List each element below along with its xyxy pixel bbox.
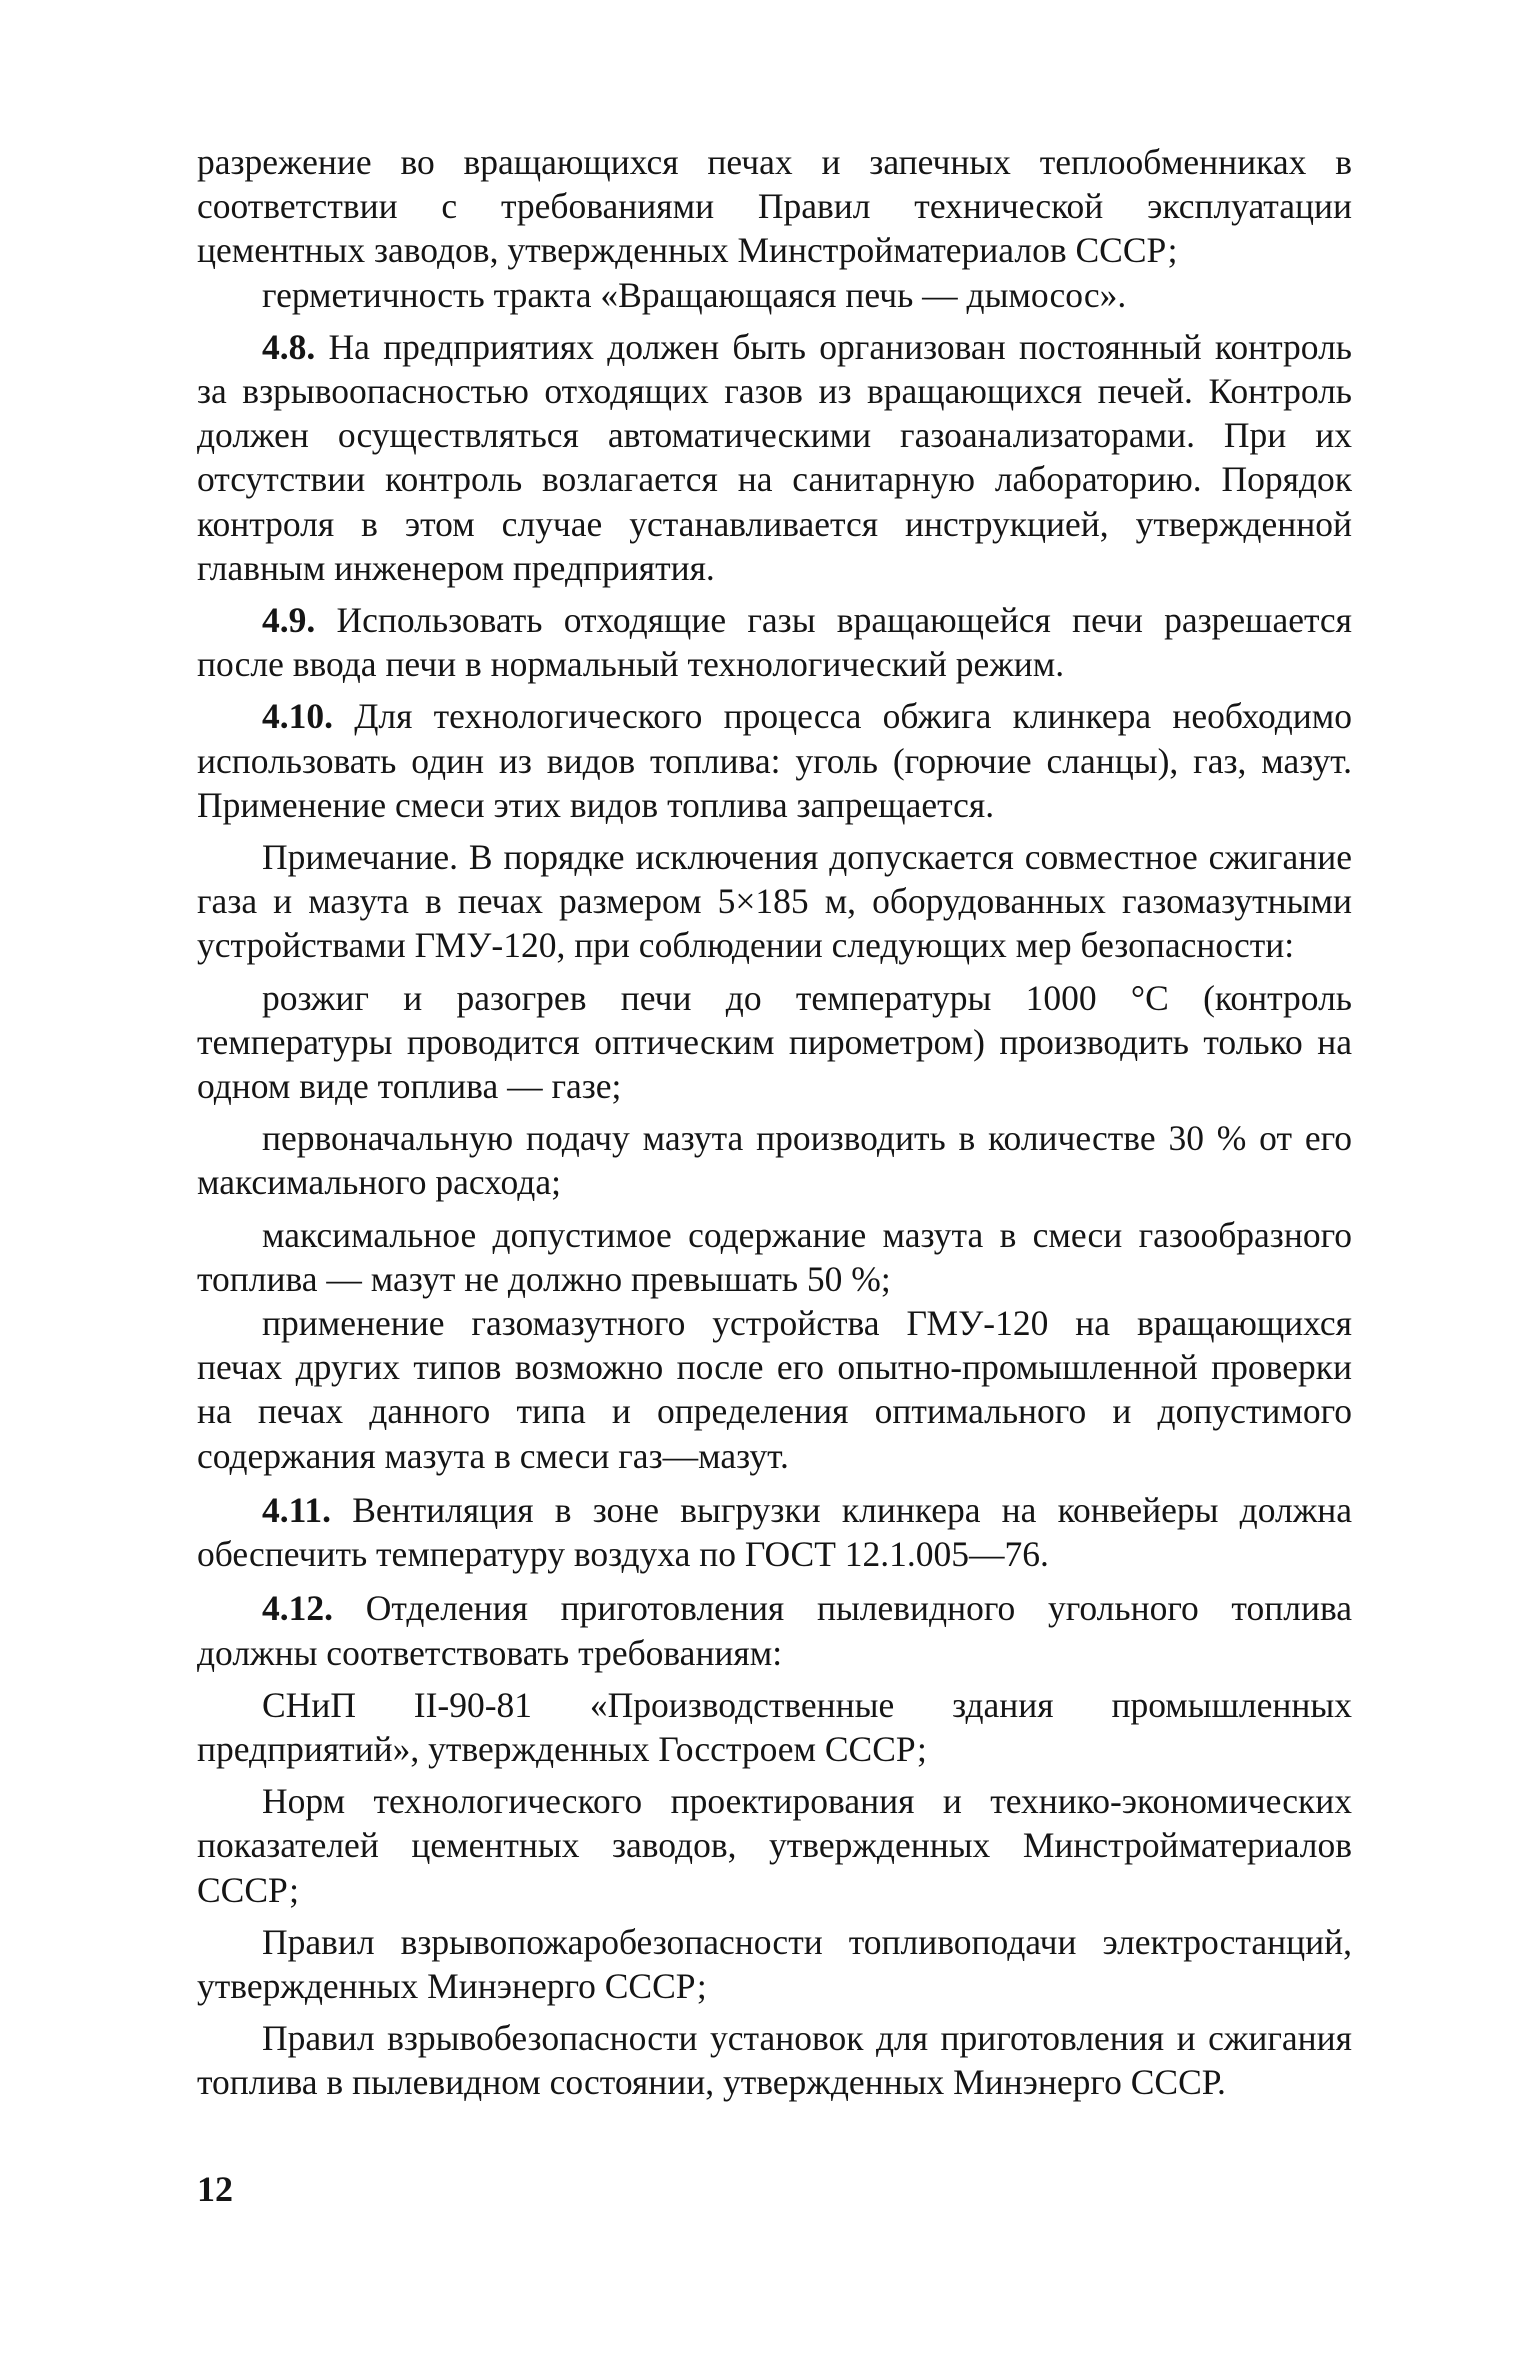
paragraph-text: Примечание. В порядке исключения допускается совместное сжигание газа и мазута в печах размером 5×185 м, оборудованных газомазутными устройствами ГМУ-120, при соблюдении следующих мер безопасности: [197,837,1352,966]
clause-number: 4.10. [262,696,333,737]
paragraph-text: Правил взрывопожаробезопасности топливоподачи электростанций, утвержденных Минэнерго СССР; [197,1921,1352,2006]
list-item [197,1920,1352,2008]
paragraph-text: Правил взрывобезопасности установок для приготовления и сжигания топлива в пылевидном состоянии, утвержденных Минэнерго СССР. [197,2018,1352,2103]
list-item [197,1683,1352,1771]
paragraph-text: На предприятиях должен быть организован постоянный контроль за взрывоопасностью отходящих газов из вращающихся печей. Контроль должен осуществляться автоматическими газоанализаторами. При их отсутствии контроль возлагается на санитарную лабораторию. Порядок контроля в этом случае устанавливается инструкцией, утвержденной главным инженером предприятия. [197,326,1352,588]
paragraph-text: применение газомазутного устройства ГМУ-120 на вращающихся печах других типов возможно после его опытно-промышленной проверки на печах данного типа и определения оптимального и допустимого содержания мазута в смеси газ—мазут. [197,1303,1352,1476]
note-paragraph [197,835,1352,968]
paragraph-text: Использовать отходящие газы вращающейся печи разрешается после ввода печи в нормальный технологический режим. [197,600,1352,685]
paragraph-text: Отделения приготовления пылевидного угольного топлива должны соответствовать требованиям: [197,1588,1352,1673]
paragraph [197,140,1352,273]
paragraph-text: Для технологического процесса обжига клинкера необходимо использовать один из видов топлива: уголь (горючие сланцы), газ, мазут. Применение смеси этих видов топлива запрещается. [197,696,1352,825]
list-item [197,1116,1352,1204]
paragraph-text: первоначальную подачу мазута производить в количестве 30 % от его максимального расхода; [197,1118,1352,1203]
paragraph-text: розжиг и разогрев печи до температуры 1000 °С (контроль температуры проводится оптическим пирометром) производить только на одном виде топлива — газе; [197,977,1352,1107]
paragraph-text: герметичность тракта «Вращающаяся печь — дымосос». [262,274,1127,315]
clause-number: 4.11. [262,1489,332,1530]
body-text [197,140,1352,2105]
paragraph-4-8 [197,325,1352,590]
clause-number: 4.9. [262,600,316,641]
clause-number: 4.12. [262,1588,333,1629]
list-item [197,1213,1352,1301]
paragraph-text: Норм технологического проектирования и технико-экономических показателей цементных заводов, утвержденных Минстройматериалов СССР; [197,1781,1352,1910]
paragraph-text: максимальное допустимое содержание мазута в смеси газообразного топлива — мазут не должно превышать 50 %; [197,1214,1352,1299]
page-number: 12 [197,2169,233,2209]
paragraph-4-11 [197,1488,1352,1576]
paragraph-text: Вентиляция в зоне выгрузки клинкера на конвейеры должна обеспечить температуру воздуха по ГОСТ 12.1.005—76. [197,1489,1352,1575]
paragraph-4-12 [197,1586,1352,1674]
list-item [197,2016,1352,2104]
list-item [197,976,1352,1109]
paragraph-4-10 [197,694,1352,827]
paragraph-text: разрежение во вращающихся печах и запечных теплообменниках в соответствии с требованиями Правил технической эксплуатации цементных заводов, утвержденных Минстройматериалов СССР; [197,142,1352,271]
clause-number: 4.8. [262,326,316,367]
list-item [197,1301,1352,1478]
paragraph [197,273,1352,317]
paragraph-text: СНиП II-90-81 «Производственные здания промышленных предприятий», утвержденных Госстроем СССР; [197,1684,1352,1769]
paragraph-4-9 [197,598,1352,686]
list-item [197,1779,1352,1912]
